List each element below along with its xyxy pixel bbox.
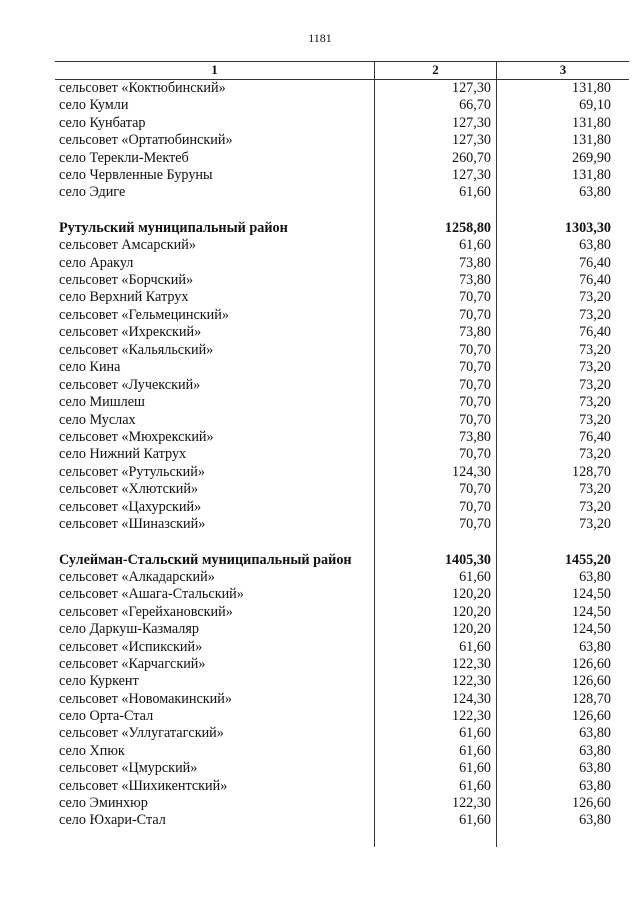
row-name: село Эдиге xyxy=(59,184,126,201)
row-value-col3: 131,80 xyxy=(571,132,611,149)
table-row xyxy=(55,132,629,149)
table-row xyxy=(55,708,629,725)
row-value-col2: 61,60 xyxy=(459,237,491,254)
row-name: сельсовет «Мюхрекский» xyxy=(59,428,214,445)
row-value-col3: 63,80 xyxy=(579,725,611,742)
row-value-col3: 73,20 xyxy=(579,289,611,306)
row-value-col3: 76,40 xyxy=(579,254,611,271)
row-name: село Кунбатар xyxy=(59,114,146,131)
row-value-col3: 126,60 xyxy=(571,673,611,690)
row-value-col2: 70,70 xyxy=(459,341,491,358)
row-name: Рутульский муниципальный район xyxy=(59,219,288,236)
row-value-col3: 131,80 xyxy=(571,114,611,131)
table-row xyxy=(55,673,629,690)
table-row xyxy=(55,725,629,742)
row-value-col2: 70,70 xyxy=(459,289,491,306)
row-value-col3: 63,80 xyxy=(579,638,611,655)
row-value-col2: 61,60 xyxy=(459,742,491,759)
row-name: сельсовет «Испикский» xyxy=(59,638,203,655)
table-row xyxy=(55,342,629,359)
table-row xyxy=(55,795,629,812)
row-name: сельсовет «Уллугатагский» xyxy=(59,725,224,742)
data-table xyxy=(55,61,629,830)
row-value-col3: 1303,30 xyxy=(564,219,611,236)
table-row xyxy=(55,80,629,97)
table-row xyxy=(55,359,629,376)
table-row xyxy=(55,167,629,184)
table-row xyxy=(55,639,629,656)
row-value-col2: 127,30 xyxy=(451,132,491,149)
table-row xyxy=(55,569,629,586)
table-row xyxy=(55,412,629,429)
row-name: село Червленные Буруны xyxy=(59,166,213,183)
row-name: сельсовет «Шихикентский» xyxy=(59,777,228,794)
row-value-col2: 73,80 xyxy=(459,272,491,289)
row-value-col3: 63,80 xyxy=(579,760,611,777)
row-name: сельсовет «Борчский» xyxy=(59,272,194,289)
row-name: сельсовет «Ихрекский» xyxy=(59,324,202,341)
row-value-col2: 127,30 xyxy=(451,114,491,131)
row-value-col3: 63,80 xyxy=(579,568,611,585)
table-row xyxy=(55,184,629,201)
row-value-col2: 73,80 xyxy=(459,324,491,341)
row-name: село Орта-Стал xyxy=(59,708,154,725)
table-row xyxy=(55,481,629,498)
row-value-col3: 76,40 xyxy=(579,428,611,445)
row-value-col2: 127,30 xyxy=(451,166,491,183)
spacer-row xyxy=(55,534,629,552)
row-name: сельсовет «Ашага-Стальский» xyxy=(59,586,244,603)
row-value-col3: 73,20 xyxy=(579,498,611,515)
spacer-row xyxy=(55,202,629,220)
row-value-col2: 73,80 xyxy=(459,254,491,271)
row-value-col3: 124,50 xyxy=(571,603,611,620)
table-row xyxy=(55,586,629,603)
row-name: сельсовет «Цахурский» xyxy=(59,498,202,515)
row-value-col2: 70,70 xyxy=(459,394,491,411)
table-row xyxy=(55,604,629,621)
row-name: село Хпюк xyxy=(59,742,125,759)
header-col-3: 3 xyxy=(559,62,567,77)
row-value-col3: 73,20 xyxy=(579,376,611,393)
table-row xyxy=(55,691,629,708)
row-name: сельсовет Амсарский» xyxy=(59,237,196,254)
row-value-col3: 73,20 xyxy=(579,411,611,428)
row-value-col2: 1405,30 xyxy=(444,551,491,568)
row-name: сельсовет «Лучекский» xyxy=(59,376,201,393)
section-row xyxy=(55,552,629,569)
row-name: сельсовет «Кальяльский» xyxy=(59,341,214,358)
row-name: село Кина xyxy=(59,359,121,376)
row-value-col2: 122,30 xyxy=(451,655,491,672)
row-value-col3: 73,20 xyxy=(579,481,611,498)
row-value-col2: 260,70 xyxy=(451,149,491,166)
table-row xyxy=(55,778,629,795)
table-row xyxy=(55,656,629,673)
table-row xyxy=(55,621,629,638)
row-value-col3: 73,20 xyxy=(579,394,611,411)
row-value-col2: 70,70 xyxy=(459,359,491,376)
row-value-col2: 61,60 xyxy=(459,184,491,201)
row-value-col3: 73,20 xyxy=(579,306,611,323)
table-row xyxy=(55,324,629,341)
row-name: сельсовет «Шиназский» xyxy=(59,516,206,533)
row-value-col3: 269,90 xyxy=(571,149,611,166)
row-value-col3: 73,20 xyxy=(579,446,611,463)
row-name: село Нижний Катрух xyxy=(59,446,187,463)
row-name: сельсовет «Гельмецинский» xyxy=(59,306,229,323)
row-name: сельсовет «Алкадарский» xyxy=(59,568,215,585)
row-value-col2: 70,70 xyxy=(459,516,491,533)
row-name: сельсовет «Коктюбинский» xyxy=(59,80,226,96)
row-value-col2: 61,60 xyxy=(459,777,491,794)
row-value-col3: 63,80 xyxy=(579,742,611,759)
table-row xyxy=(55,115,629,132)
page-number: 1181 xyxy=(308,31,332,45)
row-value-col3: 126,60 xyxy=(571,708,611,725)
row-value-col2: 61,60 xyxy=(459,812,491,829)
row-name: село Юхари-Стал xyxy=(59,812,166,829)
table-row xyxy=(55,499,629,516)
row-name: село Эминхюр xyxy=(59,795,148,812)
header-col-2: 2 xyxy=(432,62,439,77)
table-row xyxy=(55,429,629,446)
table-row xyxy=(55,307,629,324)
table-row xyxy=(55,464,629,481)
row-value-col2: 70,70 xyxy=(459,498,491,515)
table-row xyxy=(55,237,629,254)
row-name: сельсовет «Ортатюбинский» xyxy=(59,132,233,149)
row-value-col2: 70,70 xyxy=(459,411,491,428)
row-value-col2: 61,60 xyxy=(459,638,491,655)
row-value-col3: 63,80 xyxy=(579,777,611,794)
row-value-col3: 63,80 xyxy=(579,184,611,201)
row-name: сельсовет «Герейхановский» xyxy=(59,603,233,620)
row-value-col2: 122,30 xyxy=(451,708,491,725)
row-value-col2: 61,60 xyxy=(459,760,491,777)
row-name: село Даркуш-Казмаляр xyxy=(59,621,199,638)
table-row xyxy=(55,255,629,272)
row-value-col3: 126,60 xyxy=(571,655,611,672)
header-col-1: 1 xyxy=(211,62,218,77)
row-value-col3: 124,50 xyxy=(571,586,611,603)
row-value-col3: 124,50 xyxy=(571,621,611,638)
row-value-col2: 70,70 xyxy=(459,306,491,323)
row-value-col3: 69,10 xyxy=(579,97,611,114)
row-name: сельсовет «Цмурский» xyxy=(59,760,198,777)
row-value-col3: 76,40 xyxy=(579,324,611,341)
row-value-col3: 131,80 xyxy=(571,80,611,96)
row-value-col3: 128,70 xyxy=(571,463,611,480)
section-row xyxy=(55,220,629,237)
row-value-col2: 124,30 xyxy=(451,690,491,707)
row-value-col3: 128,70 xyxy=(571,690,611,707)
table-row xyxy=(55,743,629,760)
table-row xyxy=(55,446,629,463)
row-name: сельсовет «Хлютский» xyxy=(59,481,199,498)
row-value-col3: 76,40 xyxy=(579,272,611,289)
row-value-col2: 70,70 xyxy=(459,481,491,498)
table-body xyxy=(55,80,629,830)
row-value-col3: 63,80 xyxy=(579,237,611,254)
row-value-col2: 70,70 xyxy=(459,376,491,393)
row-value-col2: 61,60 xyxy=(459,568,491,585)
row-value-col3: 1455,20 xyxy=(564,551,611,568)
row-value-col3: 126,60 xyxy=(571,795,611,812)
table-row xyxy=(55,97,629,114)
table-row xyxy=(55,812,629,829)
row-value-col2: 120,20 xyxy=(451,586,491,603)
table-row xyxy=(55,760,629,777)
row-name: село Муслах xyxy=(59,411,136,428)
row-name: сельсовет «Рутульский» xyxy=(59,463,205,480)
table-row xyxy=(55,272,629,289)
row-value-col2: 122,30 xyxy=(451,673,491,690)
row-name: село Кумли xyxy=(59,97,129,114)
table-row xyxy=(55,150,629,167)
row-value-col2: 66,70 xyxy=(459,97,491,114)
row-value-col3: 73,20 xyxy=(579,516,611,533)
row-value-col2: 120,20 xyxy=(451,603,491,620)
row-value-col2: 1258,80 xyxy=(444,219,491,236)
table-row xyxy=(55,394,629,411)
row-value-col2: 61,60 xyxy=(459,725,491,742)
row-value-col3: 73,20 xyxy=(579,359,611,376)
row-value-col3: 73,20 xyxy=(579,341,611,358)
row-value-col2: 70,70 xyxy=(459,446,491,463)
row-name: село Мишлеш xyxy=(59,394,145,411)
table-row xyxy=(55,377,629,394)
row-value-col3: 131,80 xyxy=(571,166,611,183)
row-name: село Куркент xyxy=(59,673,139,690)
row-value-col2: 124,30 xyxy=(451,463,491,480)
row-name: Сулейман-Стальский муниципальный район xyxy=(59,551,352,568)
row-name: сельсовет «Новомакинский» xyxy=(59,690,232,707)
table-row xyxy=(55,516,629,533)
row-value-col2: 120,20 xyxy=(451,621,491,638)
table-header xyxy=(55,61,629,80)
row-value-col2: 73,80 xyxy=(459,428,491,445)
row-name: село Верхний Катрух xyxy=(59,289,189,306)
row-value-col2: 127,30 xyxy=(451,80,491,96)
row-name: село Аракул xyxy=(59,254,134,271)
row-value-col3: 63,80 xyxy=(579,812,611,829)
row-name: сельсовет «Карчагский» xyxy=(59,655,206,672)
row-name: село Терекли-Мектеб xyxy=(59,149,189,166)
row-value-col2: 122,30 xyxy=(451,795,491,812)
table-row xyxy=(55,289,629,306)
